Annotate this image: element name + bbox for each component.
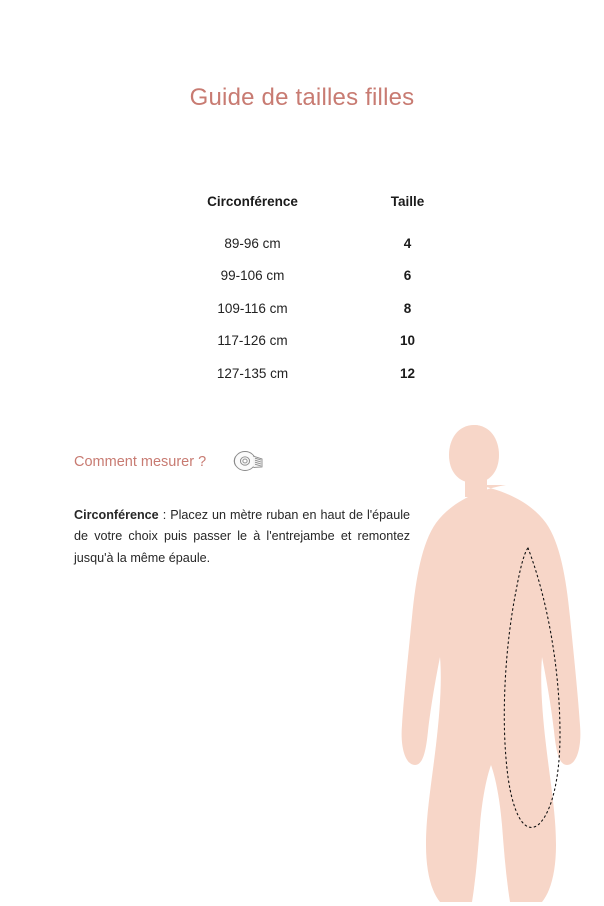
cell-size: 6 [403, 268, 412, 283]
cell-size: 8 [403, 300, 412, 316]
cell-circumference: 127-135 cm [216, 365, 289, 381]
table-header-row [150, 186, 460, 228]
column-header-size: Taille [390, 194, 425, 209]
column-header-circumference: Circonférence [207, 194, 298, 209]
instructions-text: : Placez un mètre ruban en haut de l'épaule de votre choix puis passer le à l'entrejambe et remontez jusqu'à la même épaule. [74, 507, 410, 565]
cell-size: 10 [399, 333, 416, 348]
cell-size: 12 [399, 365, 416, 381]
size-table [150, 186, 460, 390]
measuring-tape-icon [228, 447, 266, 477]
instructions-term: Circonférence [74, 507, 159, 522]
table-row [150, 325, 460, 358]
how-to-measure-label: Comment mesurer ? [74, 454, 207, 470]
table-row [150, 228, 460, 261]
cell-size: 4 [403, 235, 412, 251]
table-row [150, 293, 460, 326]
how-to-measure-section [74, 447, 266, 477]
table-row [150, 260, 460, 293]
cell-circumference: 99-106 cm [220, 268, 285, 283]
cell-circumference: 109-116 cm [217, 300, 288, 316]
measure-instructions [74, 505, 410, 570]
body-silhouette-illustration [370, 405, 604, 906]
cell-circumference: 117-126 cm [217, 333, 288, 348]
table-row [150, 358, 460, 391]
cell-circumference: 89-96 cm [224, 235, 281, 251]
page-title: Guide de tailles filles [189, 84, 415, 111]
